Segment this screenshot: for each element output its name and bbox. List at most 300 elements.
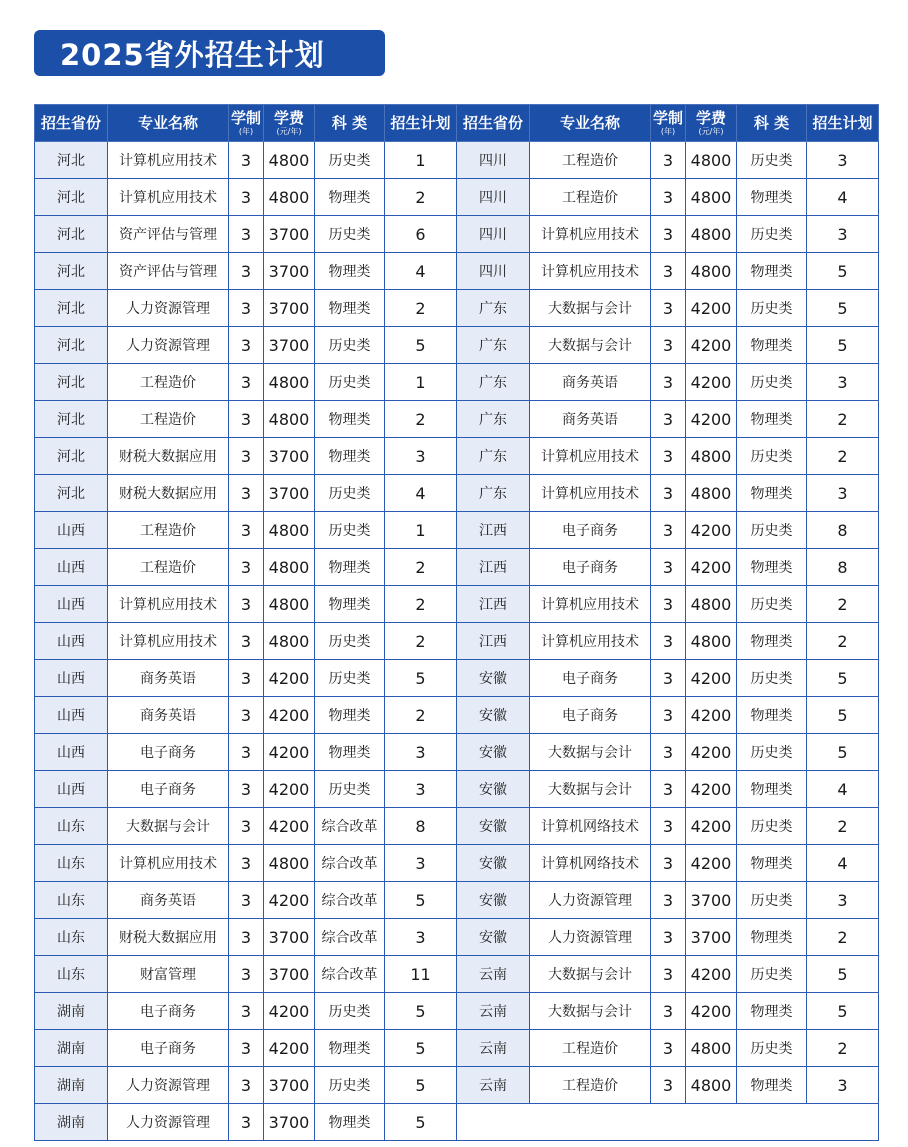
cell-major: 资产评估与管理 (108, 216, 229, 253)
page-title: 2025省外招生计划 (60, 37, 325, 72)
cell-major: 大数据与会计 (530, 290, 651, 327)
cell-duration: 3 (229, 142, 264, 179)
cell-quota: 5 (807, 290, 879, 327)
cell-province: 云南 (457, 956, 530, 993)
cell-tuition: 4200 (686, 697, 737, 734)
header-tuition (686, 105, 737, 142)
header-duration (229, 105, 264, 142)
cell-major: 计算机应用技术 (530, 216, 651, 253)
cell-duration: 3 (229, 660, 264, 697)
cell-major: 电子商务 (108, 993, 229, 1030)
header-quota (385, 105, 457, 142)
cell-major: 工程造价 (530, 142, 651, 179)
cell-major: 大数据与会计 (530, 771, 651, 808)
cell-tuition: 4200 (686, 808, 737, 845)
cell-duration: 3 (229, 1104, 264, 1141)
cell-duration: 3 (229, 993, 264, 1030)
table-row (35, 401, 879, 438)
cell-tuition: 4200 (264, 734, 315, 771)
cell-duration: 3 (229, 734, 264, 771)
cell-major: 计算机应用技术 (108, 586, 229, 623)
cell-province: 四川 (457, 216, 530, 253)
cell-quota: 5 (807, 327, 879, 364)
cell-quota: 5 (807, 697, 879, 734)
cell-duration: 3 (229, 179, 264, 216)
cell-tuition: 3700 (264, 327, 315, 364)
cell-tuition: 3700 (264, 475, 315, 512)
cell-province: 山西 (35, 771, 108, 808)
header-category (737, 105, 807, 142)
cell-province: 四川 (457, 142, 530, 179)
cell-category: 物理类 (315, 549, 385, 586)
table-row (35, 586, 879, 623)
cell-province: 江西 (457, 623, 530, 660)
cell-tuition: 4200 (264, 993, 315, 1030)
cell-province: 河北 (35, 142, 108, 179)
cell-major: 工程造价 (108, 512, 229, 549)
cell-quota: 3 (807, 882, 879, 919)
cell-quota: 2 (385, 179, 457, 216)
cell-tuition: 4200 (264, 882, 315, 919)
cell-tuition: 4800 (264, 401, 315, 438)
cell-quota: 2 (807, 438, 879, 475)
cell-major: 电子商务 (108, 1030, 229, 1067)
cell-province: 山东 (35, 845, 108, 882)
cell-quota: 1 (385, 142, 457, 179)
cell-duration: 3 (651, 364, 686, 401)
cell-major: 大数据与会计 (530, 327, 651, 364)
cell-duration: 3 (651, 1030, 686, 1067)
cell-category: 物理类 (737, 253, 807, 290)
cell-category: 物理类 (737, 771, 807, 808)
table-row (35, 734, 879, 771)
cell-duration: 3 (651, 919, 686, 956)
cell-tuition: 4200 (686, 512, 737, 549)
table-row (35, 808, 879, 845)
table-row (35, 253, 879, 290)
cell-quota: 4 (385, 253, 457, 290)
cell-category: 历史类 (737, 1030, 807, 1067)
cell-tuition: 4800 (686, 475, 737, 512)
cell-tuition: 4800 (264, 142, 315, 179)
cell-category: 物理类 (737, 1067, 807, 1104)
cell-category: 历史类 (737, 734, 807, 771)
cell-duration: 3 (651, 290, 686, 327)
cell-tuition: 4800 (264, 364, 315, 401)
table-header-row (35, 105, 879, 142)
cell-duration: 3 (229, 1067, 264, 1104)
table-row (35, 1067, 879, 1104)
cell-category: 物理类 (737, 549, 807, 586)
cell-category: 物理类 (737, 697, 807, 734)
cell-major: 工程造价 (530, 1030, 651, 1067)
cell-quota: 3 (385, 845, 457, 882)
cell-category: 物理类 (315, 1104, 385, 1141)
cell-tuition: 4200 (264, 808, 315, 845)
cell-quota: 2 (385, 549, 457, 586)
cell-province: 云南 (457, 1030, 530, 1067)
cell-category: 历史类 (737, 438, 807, 475)
cell-province: 山东 (35, 956, 108, 993)
cell-province: 安徽 (457, 734, 530, 771)
header-label: 科 类 (331, 113, 368, 132)
cell-major: 财税大数据应用 (108, 919, 229, 956)
table-row (35, 475, 879, 512)
cell-major: 计算机网络技术 (530, 808, 651, 845)
header-label: 学费 (273, 109, 304, 127)
cell-tuition: 4200 (686, 327, 737, 364)
table-row (35, 290, 879, 327)
title-banner (34, 30, 385, 76)
cell-province: 云南 (457, 993, 530, 1030)
table-row (35, 216, 879, 253)
cell-duration: 3 (229, 253, 264, 290)
cell-tuition: 4800 (686, 1067, 737, 1104)
cell-major: 计算机应用技术 (530, 586, 651, 623)
cell-category: 历史类 (737, 364, 807, 401)
cell-quota: 8 (807, 512, 879, 549)
cell-category: 历史类 (737, 586, 807, 623)
cell-duration: 3 (229, 882, 264, 919)
cell-major: 计算机应用技术 (108, 179, 229, 216)
cell-duration: 3 (229, 808, 264, 845)
cell-duration: 3 (651, 1067, 686, 1104)
cell-quota: 8 (807, 549, 879, 586)
cell-quota: 2 (807, 808, 879, 845)
cell-major: 大数据与会计 (530, 734, 651, 771)
cell-category: 综合改革 (315, 882, 385, 919)
cell-duration: 3 (651, 993, 686, 1030)
cell-category: 物理类 (315, 290, 385, 327)
cell-quota: 5 (807, 253, 879, 290)
cell-tuition: 3700 (264, 956, 315, 993)
table-row (35, 364, 879, 401)
header-quota (807, 105, 879, 142)
cell-major: 电子商务 (108, 734, 229, 771)
cell-tuition: 4800 (686, 216, 737, 253)
header-label: 学制 (230, 109, 261, 127)
header-unit: (年) (238, 127, 254, 136)
cell-province: 山东 (35, 808, 108, 845)
cell-category: 物理类 (315, 586, 385, 623)
cell-major: 商务英语 (530, 364, 651, 401)
cell-major: 大数据与会计 (530, 993, 651, 1030)
cell-quota: 11 (385, 956, 457, 993)
cell-duration: 3 (651, 623, 686, 660)
cell-category: 历史类 (315, 623, 385, 660)
cell-major: 计算机应用技术 (108, 845, 229, 882)
header-label: 专业名称 (137, 113, 198, 132)
cell-province: 山东 (35, 882, 108, 919)
cell-category: 综合改革 (315, 808, 385, 845)
cell-category: 物理类 (315, 401, 385, 438)
cell-category: 物理类 (737, 623, 807, 660)
cell-quota: 5 (807, 956, 879, 993)
cell-duration: 3 (229, 919, 264, 956)
cell-province: 安徽 (457, 697, 530, 734)
cell-duration: 3 (651, 549, 686, 586)
header-label: 专业名称 (559, 113, 620, 132)
cell-major: 工程造价 (108, 364, 229, 401)
header-label: 招生计划 (812, 113, 873, 132)
cell-province: 河北 (35, 401, 108, 438)
cell-tuition: 4200 (264, 697, 315, 734)
cell-major: 计算机应用技术 (530, 438, 651, 475)
cell-tuition: 3700 (264, 438, 315, 475)
cell-tuition: 4200 (264, 660, 315, 697)
cell-major: 商务英语 (108, 697, 229, 734)
cell-quota: 4 (385, 475, 457, 512)
cell-category: 物理类 (315, 179, 385, 216)
cell-duration: 3 (651, 660, 686, 697)
cell-quota: 6 (385, 216, 457, 253)
cell-quota: 2 (385, 290, 457, 327)
cell-quota: 5 (385, 993, 457, 1030)
cell-category: 综合改革 (315, 845, 385, 882)
table-row (35, 1030, 879, 1067)
cell-tuition: 4800 (686, 438, 737, 475)
cell-duration: 3 (651, 142, 686, 179)
cell-quota: 1 (385, 512, 457, 549)
cell-duration: 3 (651, 808, 686, 845)
header-major (108, 105, 229, 142)
cell-tuition: 3700 (264, 216, 315, 253)
cell-major: 电子商务 (530, 660, 651, 697)
cell-duration: 3 (229, 845, 264, 882)
cell-province: 广东 (457, 438, 530, 475)
cell-duration: 3 (651, 512, 686, 549)
cell-major: 工程造价 (108, 549, 229, 586)
cell-province: 安徽 (457, 771, 530, 808)
header-major (530, 105, 651, 142)
table-row (35, 845, 879, 882)
table-row (35, 549, 879, 586)
table-row (35, 697, 879, 734)
cell-tuition: 4200 (686, 956, 737, 993)
cell-major: 财富管理 (108, 956, 229, 993)
cell-quota: 3 (807, 475, 879, 512)
cell-duration: 3 (651, 734, 686, 771)
cell-province: 广东 (457, 401, 530, 438)
cell-category: 历史类 (737, 882, 807, 919)
cell-quota: 4 (807, 845, 879, 882)
cell-duration: 3 (651, 697, 686, 734)
cell-duration: 3 (229, 290, 264, 327)
cell-category: 历史类 (315, 660, 385, 697)
cell-province: 安徽 (457, 660, 530, 697)
cell-province: 云南 (457, 1067, 530, 1104)
table-body (35, 142, 879, 1141)
cell-category: 综合改革 (315, 919, 385, 956)
cell-province: 广东 (457, 327, 530, 364)
cell-quota: 3 (807, 216, 879, 253)
cell-category: 历史类 (315, 771, 385, 808)
cell-province: 安徽 (457, 808, 530, 845)
cell-tuition: 4800 (264, 512, 315, 549)
cell-tuition: 4200 (264, 1030, 315, 1067)
table-row (35, 623, 879, 660)
cell-province: 湖南 (35, 993, 108, 1030)
cell-quota: 3 (385, 438, 457, 475)
cell-tuition: 4800 (686, 179, 737, 216)
cell-tuition: 4200 (264, 771, 315, 808)
cell-quota: 2 (807, 401, 879, 438)
cell-duration: 3 (651, 771, 686, 808)
table-row (35, 179, 879, 216)
cell-province: 河北 (35, 438, 108, 475)
cell-major: 电子商务 (530, 512, 651, 549)
cell-quota: 3 (807, 142, 879, 179)
cell-province: 湖南 (35, 1030, 108, 1067)
cell-quota: 5 (385, 1104, 457, 1141)
header-province (457, 105, 530, 142)
cell-quota: 5 (807, 993, 879, 1030)
cell-quota: 2 (807, 1030, 879, 1067)
cell-tuition: 4800 (264, 586, 315, 623)
cell-tuition: 3700 (264, 1104, 315, 1141)
cell-province: 山西 (35, 512, 108, 549)
cell-quota: 5 (385, 882, 457, 919)
cell-category: 历史类 (315, 216, 385, 253)
cell-category: 历史类 (737, 660, 807, 697)
cell-tuition: 4800 (686, 142, 737, 179)
cell-duration: 3 (651, 327, 686, 364)
cell-tuition: 3700 (264, 919, 315, 956)
cell-major: 工程造价 (530, 179, 651, 216)
cell-tuition: 4800 (264, 179, 315, 216)
cell-tuition: 4800 (686, 253, 737, 290)
cell-tuition: 4800 (686, 586, 737, 623)
header-label: 学制 (652, 109, 683, 127)
cell-category: 历史类 (737, 512, 807, 549)
cell-major: 计算机网络技术 (530, 845, 651, 882)
cell-major: 人力资源管理 (108, 1104, 229, 1141)
cell-duration: 3 (229, 327, 264, 364)
cell-duration: 3 (651, 253, 686, 290)
cell-province: 河北 (35, 364, 108, 401)
cell-province: 山西 (35, 549, 108, 586)
header-label: 招生省份 (462, 113, 523, 132)
cell-category: 历史类 (315, 142, 385, 179)
cell-tuition: 4200 (686, 845, 737, 882)
cell-category: 物理类 (315, 1030, 385, 1067)
header-label: 学费 (695, 109, 726, 127)
cell-major: 计算机应用技术 (108, 142, 229, 179)
cell-major: 计算机应用技术 (108, 623, 229, 660)
cell-tuition: 4200 (686, 364, 737, 401)
cell-duration: 3 (229, 549, 264, 586)
cell-category: 历史类 (315, 1067, 385, 1104)
cell-province: 广东 (457, 475, 530, 512)
cell-major: 大数据与会计 (530, 956, 651, 993)
table-row (35, 142, 879, 179)
cell-tuition: 4800 (686, 1030, 737, 1067)
cell-category: 物理类 (737, 475, 807, 512)
cell-major: 人力资源管理 (530, 882, 651, 919)
cell-major: 商务英语 (530, 401, 651, 438)
table-row (35, 1104, 879, 1141)
cell-duration: 3 (651, 882, 686, 919)
cell-quota: 3 (385, 919, 457, 956)
cell-province: 河北 (35, 216, 108, 253)
cell-major: 资产评估与管理 (108, 253, 229, 290)
cell-category: 物理类 (737, 401, 807, 438)
cell-quota: 5 (385, 1067, 457, 1104)
header-duration (651, 105, 686, 142)
cell-duration: 3 (229, 623, 264, 660)
cell-category: 物理类 (315, 438, 385, 475)
cell-quota: 2 (807, 623, 879, 660)
cell-duration: 3 (229, 512, 264, 549)
cell-province: 江西 (457, 512, 530, 549)
cell-province: 广东 (457, 290, 530, 327)
cell-quota: 2 (385, 401, 457, 438)
cell-tuition: 3700 (264, 253, 315, 290)
cell-tuition: 3700 (686, 919, 737, 956)
cell-tuition: 4200 (686, 290, 737, 327)
empty-cell (457, 1104, 879, 1141)
cell-tuition: 4200 (686, 734, 737, 771)
cell-major: 工程造价 (108, 401, 229, 438)
cell-category: 历史类 (737, 142, 807, 179)
enrollment-plan-table (34, 104, 879, 1141)
cell-quota: 5 (385, 660, 457, 697)
cell-category: 历史类 (315, 475, 385, 512)
cell-quota: 2 (807, 919, 879, 956)
cell-province: 安徽 (457, 919, 530, 956)
table-row (35, 919, 879, 956)
cell-category: 历史类 (737, 808, 807, 845)
cell-province: 江西 (457, 549, 530, 586)
cell-major: 人力资源管理 (108, 1067, 229, 1104)
cell-duration: 3 (229, 364, 264, 401)
cell-tuition: 3700 (686, 882, 737, 919)
cell-major: 计算机应用技术 (530, 623, 651, 660)
cell-major: 计算机应用技术 (530, 475, 651, 512)
table-row (35, 512, 879, 549)
cell-province: 山东 (35, 919, 108, 956)
cell-quota: 3 (385, 734, 457, 771)
cell-province: 江西 (457, 586, 530, 623)
cell-quota: 2 (385, 623, 457, 660)
cell-province: 河北 (35, 327, 108, 364)
table-row (35, 438, 879, 475)
cell-category: 历史类 (737, 290, 807, 327)
cell-major: 大数据与会计 (108, 808, 229, 845)
header-category (315, 105, 385, 142)
table-row (35, 993, 879, 1030)
cell-province: 河北 (35, 253, 108, 290)
cell-quota: 5 (807, 660, 879, 697)
cell-tuition: 4200 (686, 771, 737, 808)
cell-duration: 3 (651, 179, 686, 216)
cell-major: 商务英语 (108, 882, 229, 919)
header-label: 招生省份 (40, 113, 101, 132)
cell-tuition: 3700 (264, 1067, 315, 1104)
cell-duration: 3 (229, 771, 264, 808)
cell-tuition: 4800 (264, 549, 315, 586)
cell-quota: 2 (385, 697, 457, 734)
cell-quota: 8 (385, 808, 457, 845)
cell-duration: 3 (229, 438, 264, 475)
table-row (35, 956, 879, 993)
cell-tuition: 4800 (264, 845, 315, 882)
header-unit: (元/年) (276, 127, 302, 136)
cell-province: 山西 (35, 586, 108, 623)
cell-major: 电子商务 (108, 771, 229, 808)
cell-quota: 4 (807, 771, 879, 808)
cell-duration: 3 (651, 216, 686, 253)
